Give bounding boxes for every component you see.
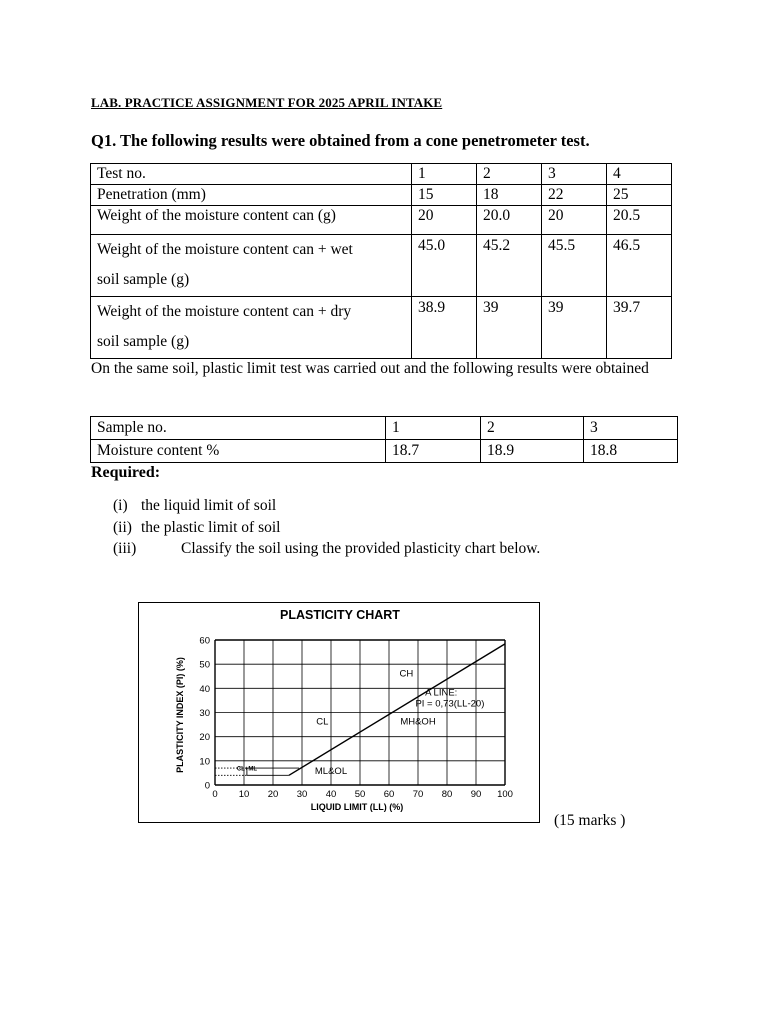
x-tick-label: 90 xyxy=(470,789,482,800)
plastic-limit-table xyxy=(90,416,678,463)
table-cell: 20.0 xyxy=(477,206,542,235)
marks-label: (15 marks ) xyxy=(554,812,626,829)
table-cell xyxy=(91,235,412,297)
table-cell: 3 xyxy=(584,417,678,440)
x-tick-label: 10 xyxy=(238,789,250,800)
cell-line: Weight of the moisture content can + wet xyxy=(97,241,353,258)
table-cell: Test no. xyxy=(91,164,412,185)
y-tick-label: 20 xyxy=(199,732,210,744)
cell-line: soil sample (g) xyxy=(97,333,190,350)
table-row xyxy=(91,164,672,185)
table-cell: 20.5 xyxy=(607,206,672,235)
a-line xyxy=(289,644,505,778)
y-axis-label: PLASTICITY INDEX (PI) (%) xyxy=(175,657,185,773)
table-cell: 2 xyxy=(477,164,542,185)
table-cell: Weight of the moisture content can (g) xyxy=(91,206,412,235)
table-cell: 18.8 xyxy=(584,440,678,463)
list-item-number: (i) xyxy=(113,497,128,514)
zone-label: ML&OL xyxy=(314,766,348,778)
plasticity-chart-svg xyxy=(139,603,539,822)
zone-label: CH xyxy=(399,668,414,680)
list-item xyxy=(113,517,540,539)
table-cell: 45.5 xyxy=(542,235,607,297)
table-row xyxy=(91,185,672,206)
required-label: Required: xyxy=(91,464,161,481)
document-title: LAB. PRACTICE ASSIGNMENT FOR 2025 APRIL INTAKE xyxy=(91,95,443,110)
table-cell: 4 xyxy=(607,164,672,185)
x-axis-label: LIQUID LIMIT (LL) (%) xyxy=(310,802,404,812)
table-cell: 15 xyxy=(412,185,477,206)
table-cell: 25 xyxy=(607,185,672,206)
x-tick-label: 70 xyxy=(412,789,424,800)
table-cell: 18.7 xyxy=(386,440,481,463)
table-cell: 2 xyxy=(481,417,584,440)
y-tick-label: 0 xyxy=(204,780,210,792)
x-tick-label: 0 xyxy=(212,789,218,800)
list-item xyxy=(113,538,540,560)
chart-grid xyxy=(215,640,505,785)
table-cell: Moisture content % xyxy=(91,440,386,463)
cell-line: Weight of the moisture content can + dry xyxy=(97,303,352,320)
x-tick-label: 30 xyxy=(296,789,308,800)
table-cell: 22 xyxy=(542,185,607,206)
list-item-text: Classify the soil using the provided plasticity chart below. xyxy=(181,540,541,557)
x-tick-label: 40 xyxy=(325,789,337,800)
plasticity-chart xyxy=(138,602,540,823)
table-cell: 3 xyxy=(542,164,607,185)
table-cell: 45.2 xyxy=(477,235,542,297)
table-cell: Penetration (mm) xyxy=(91,185,412,206)
x-tick-label: 50 xyxy=(354,789,366,800)
table-cell: 1 xyxy=(386,417,481,440)
table-cell: 39.7 xyxy=(607,297,672,359)
cell-line: soil sample (g) xyxy=(97,271,190,288)
table-row xyxy=(91,297,672,359)
table-cell xyxy=(91,297,412,359)
zone-label: MH&OH xyxy=(400,716,436,728)
list-item-text: the plastic limit of soil xyxy=(141,518,281,536)
cone-penetrometer-table xyxy=(90,163,672,359)
table-cell: 39 xyxy=(542,297,607,359)
list-item xyxy=(113,495,540,517)
question-1-heading: Q1. The following results were obtained from a cone penetrometer test. xyxy=(91,131,590,150)
table-cell: 18.9 xyxy=(481,440,584,463)
table-cell: 20 xyxy=(542,206,607,235)
zone-label: CL+ML xyxy=(236,766,257,773)
table-cell: 46.5 xyxy=(607,235,672,297)
y-tick-label: 60 xyxy=(199,635,210,647)
zone-label: PI = 0,73(LL-20) xyxy=(415,698,485,710)
plastic-limit-intro: On the same soil, plastic limit test was carried out and the following results were obtained xyxy=(91,360,649,377)
x-tick-label: 60 xyxy=(383,789,395,800)
zone-label: CL xyxy=(316,716,329,728)
table-cell: 18 xyxy=(477,185,542,206)
table-row xyxy=(91,235,672,297)
table-row xyxy=(91,440,678,463)
table-cell: 1 xyxy=(412,164,477,185)
list-item-text: the liquid limit of soil xyxy=(141,497,277,514)
table-cell: 39 xyxy=(477,297,542,359)
required-list xyxy=(113,495,540,560)
table-cell: 45.0 xyxy=(412,235,477,297)
table-row xyxy=(91,206,672,235)
x-tick-label: 100 xyxy=(497,789,513,800)
table-cell: 20 xyxy=(412,206,477,235)
list-item-number: (iii) xyxy=(113,540,137,557)
table-cell: 38.9 xyxy=(412,297,477,359)
y-tick-label: 40 xyxy=(199,683,210,695)
x-tick-label: 80 xyxy=(441,789,453,800)
y-tick-label: 30 xyxy=(199,708,210,719)
y-tick-label: 50 xyxy=(199,659,210,671)
zone-label: A LINE: xyxy=(425,687,458,699)
y-tick-label: 10 xyxy=(199,756,210,768)
table-row xyxy=(91,417,678,440)
chart-title: PLASTICITY CHART xyxy=(280,608,400,622)
table-cell: Sample no. xyxy=(91,417,386,440)
x-tick-label: 20 xyxy=(267,789,279,800)
list-item-number: (ii) xyxy=(113,518,132,536)
